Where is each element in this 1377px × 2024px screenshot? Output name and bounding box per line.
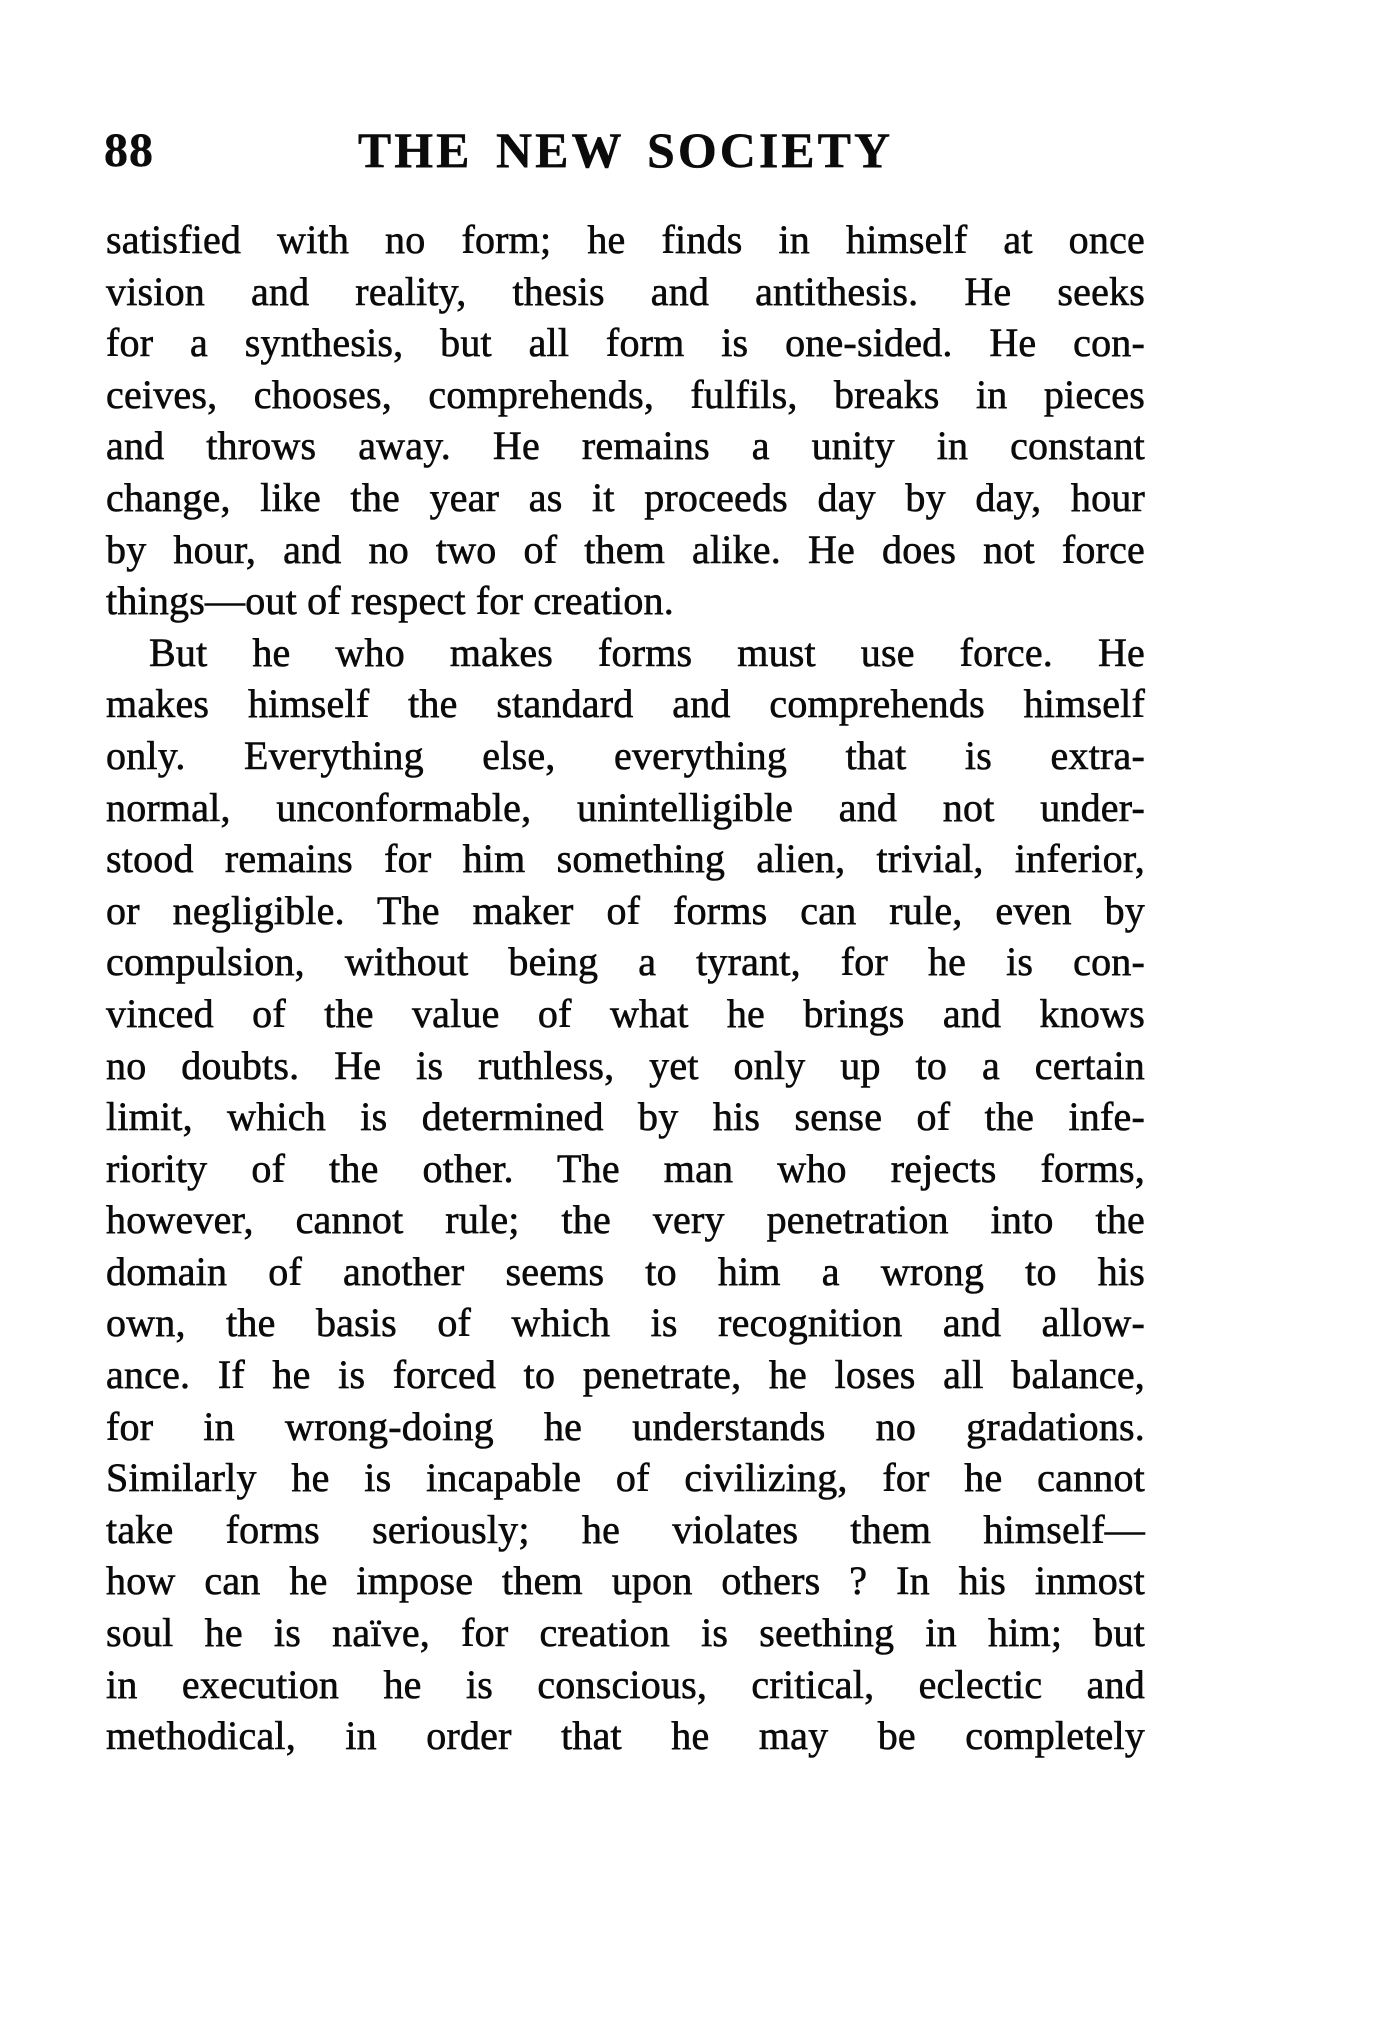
text-line: in execution he is conscious, critical, eclectic and [106, 1661, 1145, 1707]
body-lines [106, 214, 1145, 1762]
text-line: riority of the other. The man who rejects forms, [106, 1145, 1145, 1191]
text-line: only. Everything else, everything that is extra- [106, 732, 1145, 778]
running-title: THE NEW SOCIETY [357, 122, 894, 178]
text-line: things—out of respect for creation. [106, 578, 674, 624]
text-line: ance. If he is forced to penetrate, he loses all balance, [106, 1352, 1145, 1398]
text-line: compulsion, without being a tyrant, for he is con- [106, 939, 1145, 985]
text-line: how can he impose them upon others ? In his inmost [106, 1558, 1145, 1604]
text-line: stood remains for him something alien, trivial, inferior, [106, 836, 1145, 882]
text-line: ceives, chooses, comprehends, fulfils, breaks in pieces [106, 371, 1145, 417]
text-line: normal, unconformable, unintelligible and not under- [106, 784, 1145, 830]
text-line: makes himself the standard and comprehends himself [106, 681, 1145, 727]
text-line: change, like the year as it proceeds day by day, hour [106, 474, 1145, 520]
text-line: own, the basis of which is recognition and allow- [106, 1300, 1145, 1346]
text-line: limit, which is determined by his sense of the infe- [106, 1094, 1145, 1140]
text-line: satisfied with no form; he finds in himself at once [106, 217, 1145, 262]
text-line: however, cannot rule; the very penetration into the [106, 1197, 1145, 1243]
page-number: 88 [104, 124, 154, 177]
text-line: vinced of the value of what he brings and knows [106, 990, 1145, 1036]
text-line: domain of another seems to him a wrong to his [106, 1248, 1145, 1294]
text-line: Similarly he is incapable of civilizing, for he cannot [106, 1455, 1145, 1501]
text-line: take forms seriously; he violates them himself— [106, 1506, 1145, 1552]
text-line: or negligible. The maker of forms can rule, even by [106, 887, 1145, 933]
text-line: by hour, and no two of them alike. He does not force [106, 526, 1145, 572]
text-line: soul he is naïve, for creation is seething in him; but [106, 1610, 1145, 1656]
text-line: for a synthesis, but all form is one-sided. He con- [106, 320, 1145, 366]
text-line: and throws away. He remains a unity in constant [106, 423, 1145, 469]
text-line: for in wrong-doing he understands no gradations. [106, 1403, 1145, 1449]
text-line: vision and reality, thesis and antithesis. He seeks [106, 268, 1145, 314]
text-line: methodical, in order that he may be completely [106, 1713, 1145, 1759]
text-line: But he who makes forms must use force. He [149, 629, 1145, 675]
text-line: no doubts. He is ruthless, yet only up to a certain [106, 1042, 1145, 1088]
